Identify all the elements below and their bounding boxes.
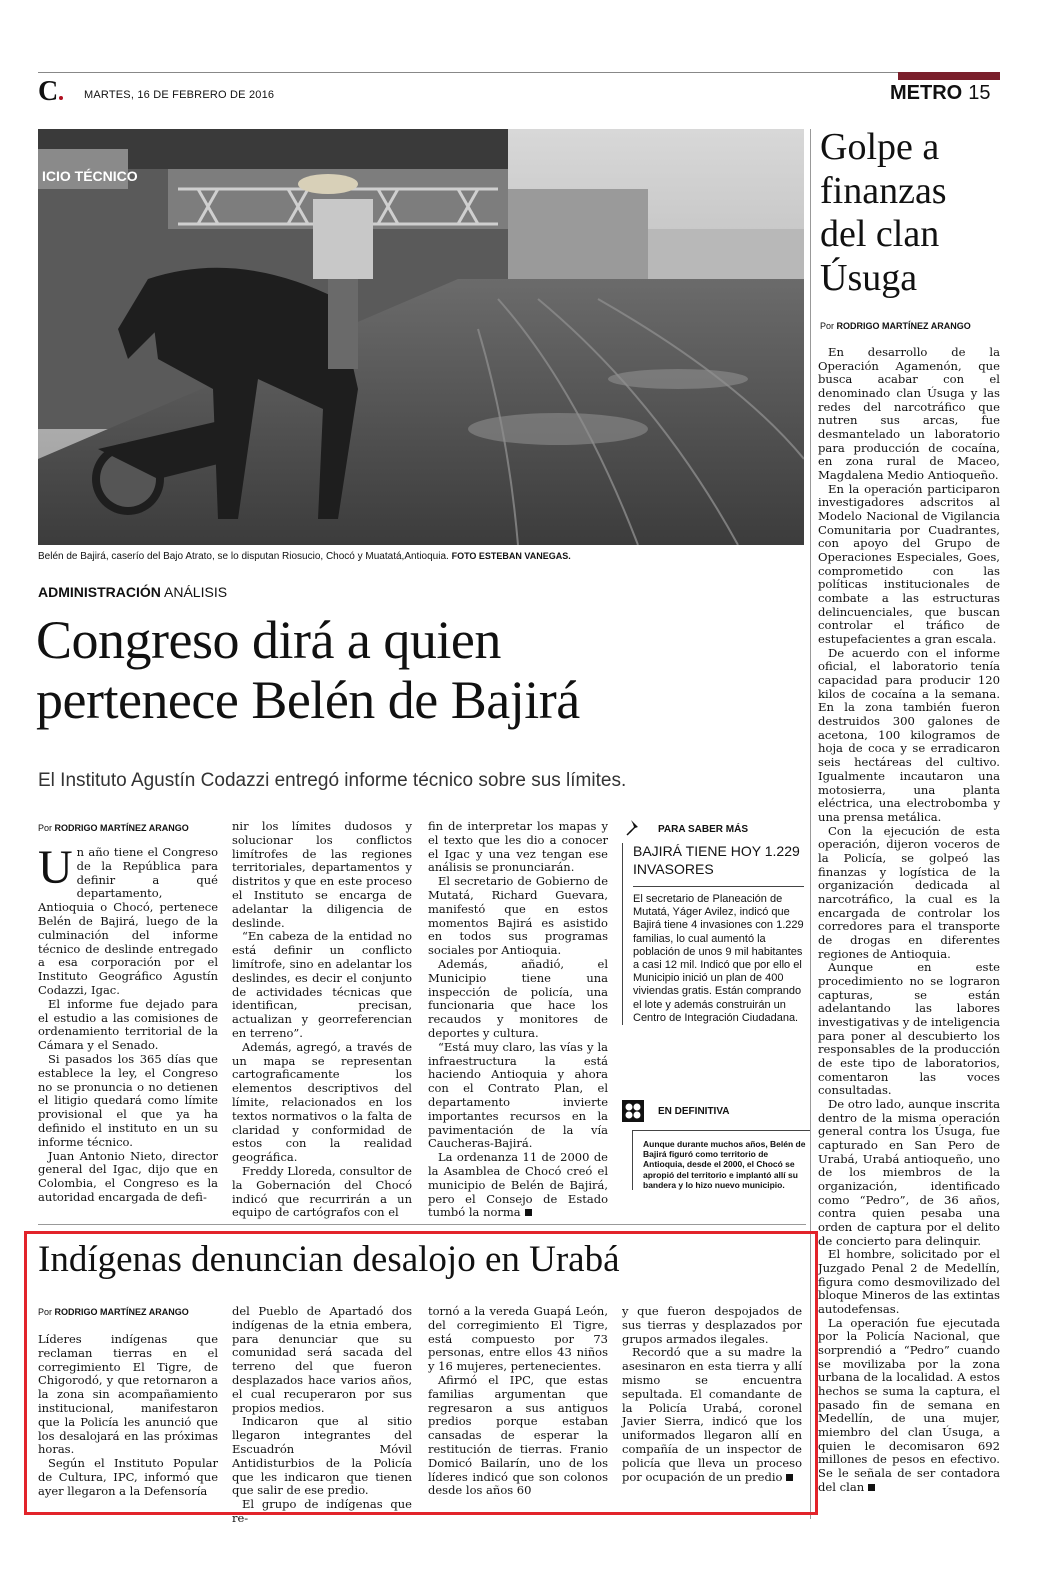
bottom-headline: Indígenas denuncian desalojo en Urabá bbox=[38, 1239, 620, 1280]
street-photo bbox=[38, 129, 804, 545]
photo-credit: FOTO ESTEBAN VANEGAS. bbox=[451, 551, 571, 561]
page-number: 15 bbox=[968, 82, 991, 104]
photo-caption: Belén de Bajirá, caserío del Bajo Atrato, se lo disputan Riosucio, Chocó y Muatatá,Antioquia. FOTO ESTEBAN VANEGAS. bbox=[38, 551, 571, 562]
article-divider bbox=[38, 1224, 806, 1225]
issue-date: MARTES, 16 DE FEBRERO DE 2016 bbox=[84, 89, 275, 101]
sidebar-text: El secretario de Planeación de Mutatá, Yáger Avilez, indicó que Bajirá tiene 4 invasiones con 1.229 familias, lo cual aumentó la población de unos 9 mil habitantes a casi 12 mil. Indicó que por ello el Municipio inició un plan de 400 viviendas gratis. Están comprando el lote y además construirán un Centro de Integración Ciudadana. bbox=[633, 886, 804, 1025]
bottom-col-3: tornó a la vereda Guapá León, del corregimiento El Tigre, está compuesto por 73 personas, entre ellos 43 niños y 16 mujeres, pertenecientes. Afirmó el IPC, que estas familias argumentan que regresaron a sus antiguos predios porque estaban cansadas de esperar la restitución de tierras. Franio Domicó Bailarín, uno de los líderes indicó que son colonos desde los años 60 bbox=[428, 1304, 608, 1498]
main-col-1: Un año tiene el Congreso de la República para definir a qué departamento, Antioquia o Chocó, pertenece Belén de Bajirá, luego de la culminación del informe técnico de deslinde entregado a esa corporación por el Instituto Geográfico Agustín Codazzi, Igac. El informe fue dejado para el estudio a las comisiones de ordenamiento territorial de la Cámara y el Senado. Si pasados los 365 días que establece la ley, el Congreso no se pronuncia o no detienen el litigio quedará como límite provisional el que ya ha definido el instituto en un su informe técnico. Juan Antonio Nieto, director general del Igac, dijo que en Colombia, el Congreso es la autoridad encargada de defi- bbox=[38, 841, 218, 1204]
newspaper-logo: C bbox=[38, 76, 63, 108]
sidebar-big-text: BAJIRÁ TIENE HOY 1.229 INVASORES bbox=[633, 843, 800, 877]
definitiva-text: Aunque durante muchos años, Belén de Bajirá figuró como territorio de Antioquia, desde el 2000, el Chocó se apropió del territorio e implantó allí su bandera y lo hizo nuevo municipio. bbox=[632, 1130, 811, 1190]
sidebar-title: PARA SABER MÁS bbox=[658, 824, 749, 835]
right-article-body: En desarrollo de la Operación Agamenón, que busca acabar con el denominado clan Úsuga y las redes del narcotráfico que nutren sus arcas, fue desmantelado un laboratorio para producción de cocaína, en zona rural de Maceo, Magdalena Medio Antioqueño. En la operación participaron investigadores adscritos al Modelo Nacional de Vigilancia Comunitaria por Cuadrantes, con apoyo del Grupo de Operaciones Especiales, Goes, comprometido con las políticas institucionales de combate a las estructuras delincuenciales, que buscan controlar el tráfico de estupefacientes a gran escala. De acuerdo con el informe oficial, el laboratorio tenía capacidad para producir 120 kilos de cocaína a la semana. En la zona también fueron destruidos 300 galones de acetona, 100 kilogramos de hoja de coca y se erradicaron seis hectáreas del cultivo. Igualmente incautaron una motosierra, una planta eléctrica, una electrobomba y una prensa metálica. Con la ejecución de esta operación, dijeron voceros de la Policía, se golpeó las finanzas y logística de la organización dedicada al narcotráfico, la cual es la encargada de controlar los corredores para el transporte de drogas en diferentes regiones de Antioquia. Aunque en este procedimiento no se lograron capturas, se están adelantando las labores investigativas y de inteligencia para poner al descubierto los responsables de la producción de este tipo de laboratorios, comentaron las voces consultadas. De otro lado, aunque inscrita dentro de la misma operación general contra los Úsuga, fue capturado en San Pero de Urabá, Urabá antioqueño, uno de los miembros de la organización, identificado como “Pedro”, de 36 años, contra quien pesaba una orden de captura por el delito de concierto para delinquir. El hombre, solicitado por el Juzgado Penal 2 de Medellín, figura como desmovilizado del bloque Mineros de las extintas autodefensas. La operación fue ejecutada por la Policía Nacional, que sorprendió a “Pedro” cuando se movilizaba por la zona urbana de la localidad. A estos hechos se suma la captura, el pasado fin de semana en Medellín, de una mujer, miembro del clan Úsuga, a quien le decomisaron 692 millones de pesos en efectivo. Se le señala de ser contadora del clan bbox=[818, 345, 1000, 1494]
main-byline: Por RODRIGO MARTÍNEZ ARANGO bbox=[38, 823, 189, 833]
end-mark bbox=[868, 1484, 875, 1491]
sidebar-box bbox=[622, 843, 804, 1025]
definitiva-title: EN DEFINITIVA bbox=[658, 1106, 730, 1117]
drop-cap: U bbox=[38, 841, 73, 894]
bottom-col-4: y que fueron despojados de sus tierras y desplazados por grupos armados ilegales. Recordó que a su madre la asesinaron en esta tierra y allí mismo se encuentra sepultada. El comandante de la Policía Urabá, coronel Javier Sierra, indicó que los uniformados llegaron allí en compañía de un inspector de policía que lleva un proceso por ocupación de un predio bbox=[622, 1304, 802, 1484]
pushpin-icon bbox=[624, 818, 644, 838]
section-accent-bar bbox=[898, 72, 1000, 80]
main-col-2: nir los límites dudosos y solucionar los conflictos limítrofes de las regiones territoriales, departamentos y distritos y que en este proceso el Instituto se encarga de adelantar la diligencia de deslinde. “En cabeza de la entidad no está definir un conflicto limítrofe, sino en adelantar los deslindes, es decir el conjunto de actividades técnicas que identifican, precisan, actualizan y georreferencian en terreno”. Además, agregó, a través de un mapa se representan cartograficamente los elementos descriptivos del límite, relacionados en los textos normativos o la falta de claridad y conformidad de estos con la realidad geográfica. Freddy Lloreda, consultor de la Gobernación del Chocó indicó que recurrirán a un equipo de cartógrafos con el bbox=[232, 819, 412, 1220]
end-mark bbox=[525, 1209, 532, 1216]
clover-icon bbox=[622, 1100, 644, 1122]
main-headline: Congreso dirá a quien pertenece Belén de Bajirá bbox=[36, 610, 580, 731]
section-label bbox=[890, 82, 990, 105]
bottom-col-2: del Pueblo de Apartadó dos indígenas de la etnia embera, para denunciar que su comunidad será sacada del terreno del que fueron desplazados hace varios años, el cual recuperaron por sus propios medios. Indicaron que al sitio llegaron integrantes del Escuadrón Móvil Antidisturbios de la Policía que les indicaron que tienen que salir de ese predio. El grupo de indígenas que re- bbox=[232, 1304, 412, 1525]
section-name: METRO bbox=[890, 82, 963, 104]
end-mark bbox=[786, 1474, 793, 1481]
main-col-3: fin de interpretar los mapas y el texto que les dio a conocer el Igac y una vez tengan ese análisis se pronunciarán. El secretario de Gobierno de Mutatá, Richard Guevara, manifestó que en estos momentos Bajirá es asistido en todos sus programas sociales por Antioquia. Además, añadió, el Municipio tiene una inspección de policía, una funcionaria que hace los recaudos y monitores de deportes y cultura. “Está muy claro, las vías y la infraestructura la está haciendo Antioquia y ahora con el Contrato Plan, el departamento invierte importantes recursos en la pavimentación de la vía Caucheras-Bajirá. La ordenanza 11 de 2000 de la Asamblea de Chocó creó el municipio de Belén de Bajirá, pero el Consejo de Estado tumbó la norma bbox=[428, 819, 608, 1220]
bottom-col-1: Líderes indígenas que reclaman tierras en el corregimiento El Tigre, de Chigorodó, y que retornaron a la zona sin acompañamiento institucional, manifestaron que la Policía les anunció que los desalojará en las próximas horas. Según el Instituto Popular de Cultura, IPC, informó que ayer llegaron a la Defensoría bbox=[38, 1332, 218, 1498]
article-deck: El Instituto Agustín Codazzi entregó informe técnico sobre sus límites. bbox=[38, 770, 627, 791]
right-byline: Por RODRIGO MARTÍNEZ ARANGO bbox=[820, 321, 971, 331]
bottom-byline: Por RODRIGO MARTÍNEZ ARANGO bbox=[38, 1307, 189, 1317]
article-kicker: ADMINISTRACIÓN ANÁLISIS bbox=[38, 584, 228, 600]
right-headline: Golpe a finanzas del clan Úsuga bbox=[820, 126, 947, 300]
info-sidebar bbox=[622, 818, 806, 1190]
shop-sign-text: ICIO TÉCNICO bbox=[42, 168, 138, 184]
header-rule bbox=[38, 72, 1000, 73]
